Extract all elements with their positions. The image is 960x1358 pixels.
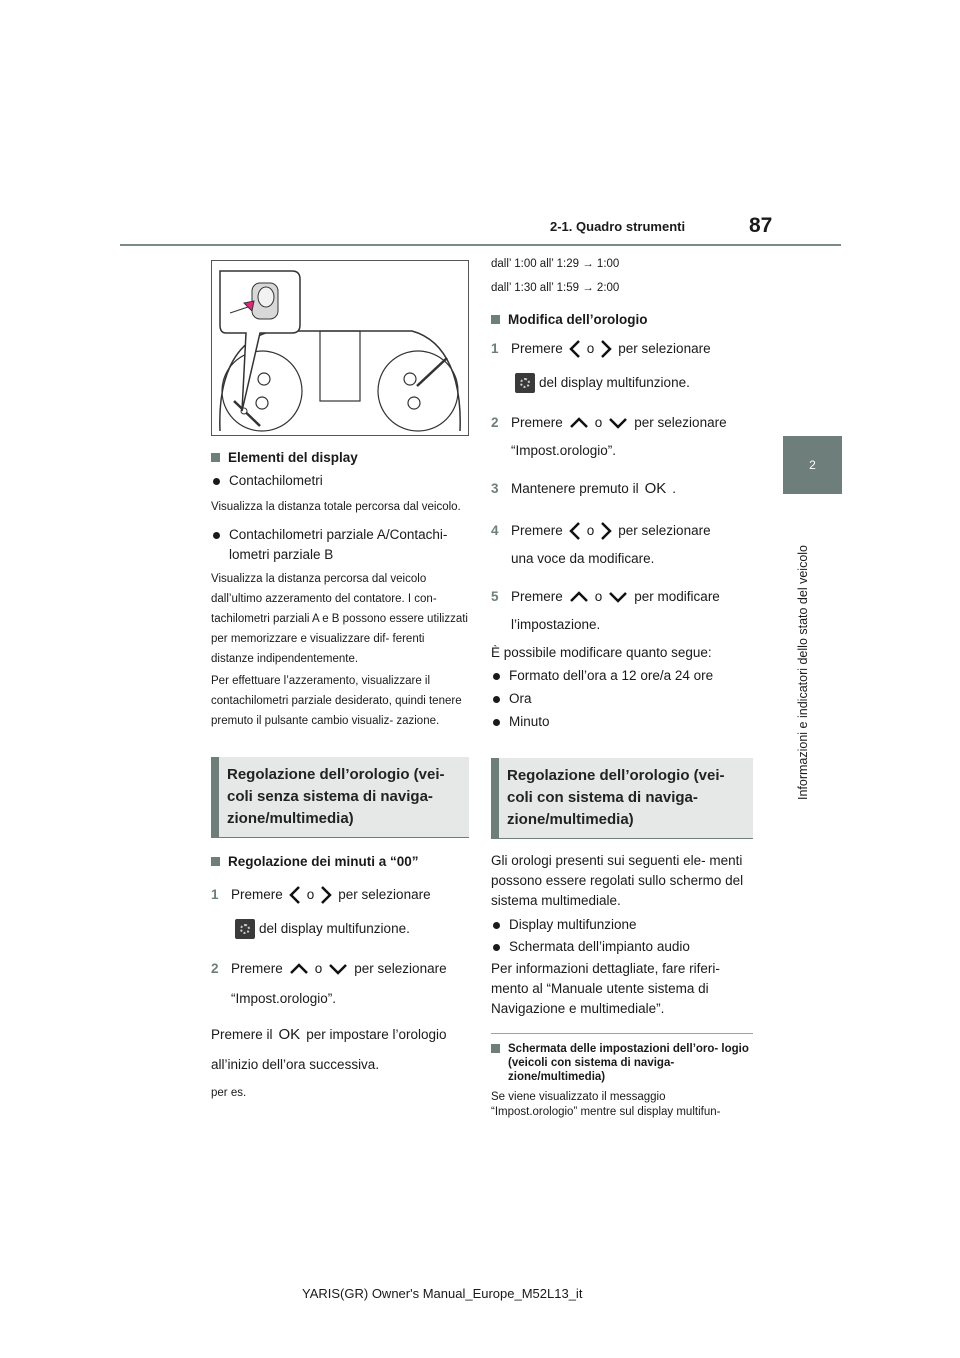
chevron-right-icon <box>320 885 332 905</box>
chevron-down-icon <box>608 591 628 603</box>
bullet-icon <box>493 696 500 703</box>
square-bullet-icon <box>211 857 220 866</box>
display-items-heading: Elementi del display <box>211 450 469 465</box>
chevron-left-icon <box>569 521 581 541</box>
section-title-no-nav: Regolazione dell’orologio (vei- coli senza sistema di naviga- zione/multimedia) <box>211 757 469 838</box>
modify-step-1-cont: del display multifunzione. <box>491 371 753 395</box>
left-column <box>211 260 469 1103</box>
meter-cluster-icon <box>212 261 468 435</box>
bullet-icon <box>213 532 220 539</box>
modify-step-4: 4 Premere o per selezionare <box>491 519 753 543</box>
chevron-up-icon <box>289 963 309 975</box>
list-item: Schermata dell’impianto audio <box>491 937 753 957</box>
square-bullet-icon <box>491 315 500 324</box>
trip-desc: Visualizza la distanza percorsa dal veicolo dall’ultimo azzeramento del contatore. I con- tachilometri parziali A e B possono essere utilizzati per memorizzare e visualizzare dif- ferenti distanze indipendentemente. <box>211 573 468 665</box>
square-bullet-icon <box>211 453 220 462</box>
header-rule <box>120 244 841 246</box>
odometer-item: Contachilometri <box>211 471 469 491</box>
minutes-heading: Regolazione dei minuti a “00” <box>211 854 469 869</box>
modify-step-2: 2 Premere o per selezionare <box>491 415 727 430</box>
list-item: Formato dell’ora a 12 ore/a 24 ore <box>491 666 753 686</box>
chapter-title: Informazioni e indicatori dello stato del veicolo <box>796 545 810 800</box>
nav-reference: Per informazioni dettagliate, fare riferi- mento al “Manuale utente sistema di Navigazione e multimediale”. <box>491 961 720 1016</box>
example-1: dall’ 1:00 all’ 1:29 → 1:00 <box>491 258 620 270</box>
footer-text: YARIS(GR) Owner's Manual_Europe_M52L13_it <box>302 1286 583 1301</box>
chevron-down-icon <box>608 417 628 429</box>
step-2: 2 Premere o per selezionare <box>211 961 447 976</box>
subsection <box>491 1033 753 1120</box>
press-ok-text: Premere il OK per impostare l’orologio <box>211 1026 447 1043</box>
press-ok-text-cont: all’inizio dell’ora successiva. <box>211 1057 380 1072</box>
trip-reset-desc: Per effettuare l’azzeramento, visualizzare il contachilometri parziale desiderato, quindi tenere premuto il pulsante cambio visualiz- zazione. <box>211 675 462 727</box>
odometer-desc: Visualizza la distanza totale percorsa dal veicolo. <box>211 501 461 513</box>
modify-step-4-cont: una voce da modificare. <box>511 551 655 566</box>
bullet-icon <box>493 944 500 951</box>
chevron-left-icon <box>569 339 581 359</box>
list-item: Display multifunzione <box>491 915 753 935</box>
modify-step-5-cont: l’impostazione. <box>511 617 601 632</box>
ok-symbol: OK <box>644 480 667 497</box>
chapter-side <box>784 500 842 800</box>
gear-icon <box>515 373 535 393</box>
bullet-icon <box>493 922 500 929</box>
list-item: Ora <box>491 689 753 709</box>
subsection-heading: Schermata delle impostazioni dell’oro- logio (veicoli con sistema di naviga- zione/multimedia) <box>491 1042 753 1084</box>
step-1: 1 Premere o per selezionare <box>211 883 469 907</box>
list-item: Minuto <box>491 712 753 732</box>
trip-item: Contachilometri parziale A/Contachi- lometri parziale B <box>211 525 469 565</box>
subsection-desc: Se viene visualizzato il messaggio “Impost.orologio” mentre sul display multifun- <box>491 1091 721 1118</box>
modify-step-5: 5 Premere o per modificare <box>491 589 720 604</box>
modify-heading: Modifica dell’orologio <box>491 312 753 327</box>
section-title-with-nav: Regolazione dell’orologio (vei- coli con sistema di naviga- zione/multimedia) <box>491 758 753 839</box>
chevron-up-icon <box>569 417 589 429</box>
modify-step-2-cont: “Impost.orologio”. <box>511 443 617 458</box>
example-2: dall’ 1:30 all’ 1:59 → 2:00 <box>491 282 620 294</box>
bullet-icon <box>493 719 500 726</box>
modify-step-3: 3 Mantenere premuto il OK . <box>491 477 753 501</box>
bullet-icon <box>213 478 220 485</box>
step-1-cont: del display multifunzione. <box>211 917 469 941</box>
square-bullet-icon <box>491 1044 500 1053</box>
modify-step-1: 1 Premere o per selezionare <box>491 337 753 361</box>
example-label: per es. <box>211 1087 247 1099</box>
chevron-left-icon <box>289 885 301 905</box>
right-column <box>491 254 753 1120</box>
step-2-cont: “Impost.orologio”. <box>231 991 337 1006</box>
chapter-tab: 2 <box>783 436 842 494</box>
nav-description: Gli orologi presenti sui seguenti ele- menti possono essere regolati sullo schermo del sistema multimediale. <box>491 853 744 908</box>
chevron-down-icon <box>328 963 348 975</box>
possible-changes: È possibile modificare quanto segue: <box>491 645 712 660</box>
gear-icon <box>235 919 255 939</box>
chevron-right-icon <box>600 339 612 359</box>
section-header: 2-1. Quadro strumenti <box>550 219 686 234</box>
meter-illustration <box>211 260 469 436</box>
chevron-up-icon <box>569 591 589 603</box>
ok-symbol: OK <box>278 1026 301 1043</box>
page-number: 87 <box>749 214 773 237</box>
chevron-right-icon <box>600 521 612 541</box>
bullet-icon <box>493 673 500 680</box>
